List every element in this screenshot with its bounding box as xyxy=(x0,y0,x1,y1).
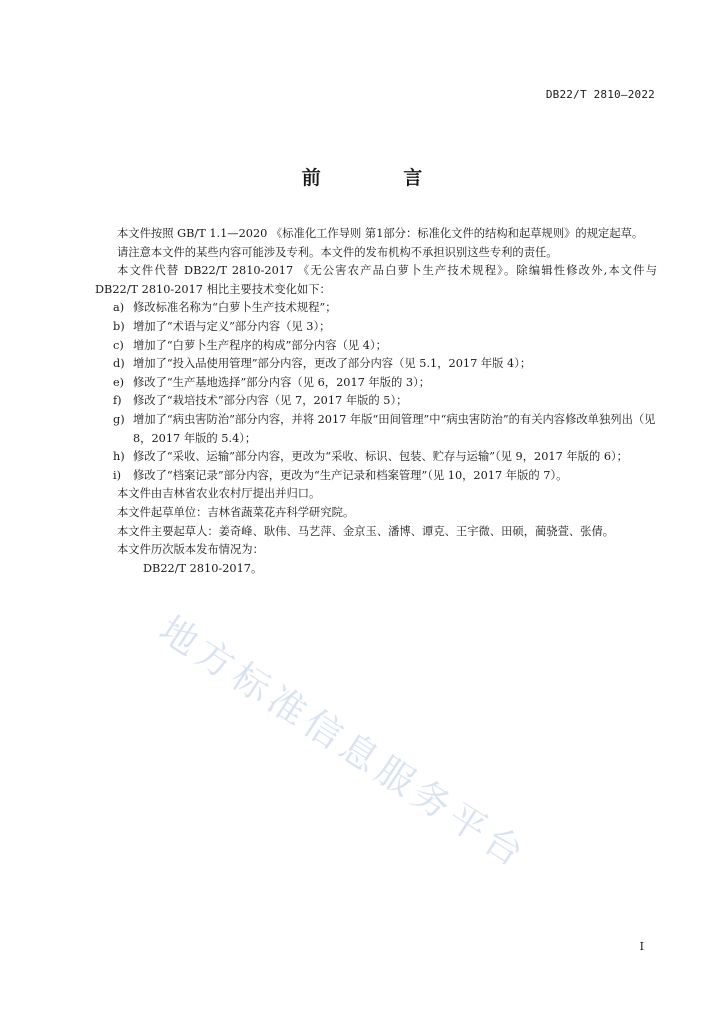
list-item-letter: h) xyxy=(113,450,125,464)
replaces-paragraph: 本文件代替 DB22/T 2810-2017 《无公害农产品白萝卜生产技术规程》。除编辑性修改外,本文件与 DB22/T 2810-2017 相比主要技术变化如下： xyxy=(95,264,657,296)
list-item-letter: b) xyxy=(113,319,125,333)
page-number: I xyxy=(639,940,644,953)
list-item xyxy=(95,411,657,448)
list-item-letter: e) xyxy=(113,375,125,389)
list-item-letter: f) xyxy=(113,394,122,408)
list-item-text: 修改了“档案记录”部分内容，更改为“生产记录和档案管理”（见 10，2017 年版的 7）。 xyxy=(133,468,568,482)
list-item xyxy=(95,318,657,337)
list-item-letter: g) xyxy=(113,412,125,426)
list-item-text: 修改了“生产基地选择”部分内容（见 6，2017 年版的 3）； xyxy=(133,375,431,389)
list-item-text: 增加了“术语与定义”部分内容（见 3）； xyxy=(133,319,331,333)
proposed-by-paragraph: 本文件由吉林省农业农村厅提出并归口。 xyxy=(117,487,321,501)
list-item-letter: c) xyxy=(113,338,124,352)
list-item-text: 增加了“病虫害防治”部分内容，并将 2017 年版“田间管理”中“病虫害防治”的有关内容修改单独列出（见 8，2017 年版的 5.4）； xyxy=(133,412,656,445)
list-item-text: 修改了“栽培技术”部分内容（见 7，2017 年版的 5）； xyxy=(133,394,408,408)
list-item-text: 修改了“采收、运输”部分内容，更改为“采收、标识、包装、贮存与运输”（见 9，2017 年版的 6）； xyxy=(133,450,628,464)
drafting-rules-paragraph: 本文件按照 GB/T 1.1—2020 《标准化工作导则 第1部分：标准化文件的结构和起草规则》的规定起草。 xyxy=(117,227,644,240)
drafters-paragraph: 本文件主要起草人：姜奇峰、耿伟、马艺萍、金京玉、潘博、谭克、王宇微、田硕，蔺骁萱、张倩。 xyxy=(117,524,615,538)
list-item-text: 增加了“白萝卜生产程序的构成”部分内容（见 4）； xyxy=(133,338,387,352)
list-item-letter: d) xyxy=(113,357,125,371)
list-item xyxy=(95,355,657,374)
list-item xyxy=(95,467,657,486)
list-item xyxy=(95,299,657,318)
list-item-text: 增加了“投入品使用管理”部分内容，更改了部分内容（见 5.1，2017 年版 4）； xyxy=(133,357,532,371)
list-item-letter: a) xyxy=(113,301,125,315)
watermark: 地方标准信息服务平台 xyxy=(151,607,536,878)
history-value: DB22/T 2810-2017。 xyxy=(143,561,263,575)
list-item-letter: i) xyxy=(113,468,122,482)
foreword-body xyxy=(95,225,657,578)
list-item xyxy=(95,392,657,411)
list-item xyxy=(95,374,657,393)
patent-notice-paragraph: 请注意本文件的某些内容可能涉及专利。本文件的发布机构不承担识别这些专利的责任。 xyxy=(117,245,558,259)
history-label-paragraph: 本文件历次版本发布情况为： xyxy=(117,543,264,557)
changes-list xyxy=(95,299,657,485)
list-item-text: 修改标准名称为“白萝卜生产技术规程”； xyxy=(133,301,337,315)
list-item xyxy=(95,448,657,467)
page-title: 前 言 xyxy=(301,167,461,189)
standard-number: DB22/T 2810—2022 xyxy=(545,88,655,101)
list-item xyxy=(95,337,657,356)
drafting-unit-paragraph: 本文件起草单位：吉林省蔬菜花卉科学研究院。 xyxy=(117,505,355,519)
